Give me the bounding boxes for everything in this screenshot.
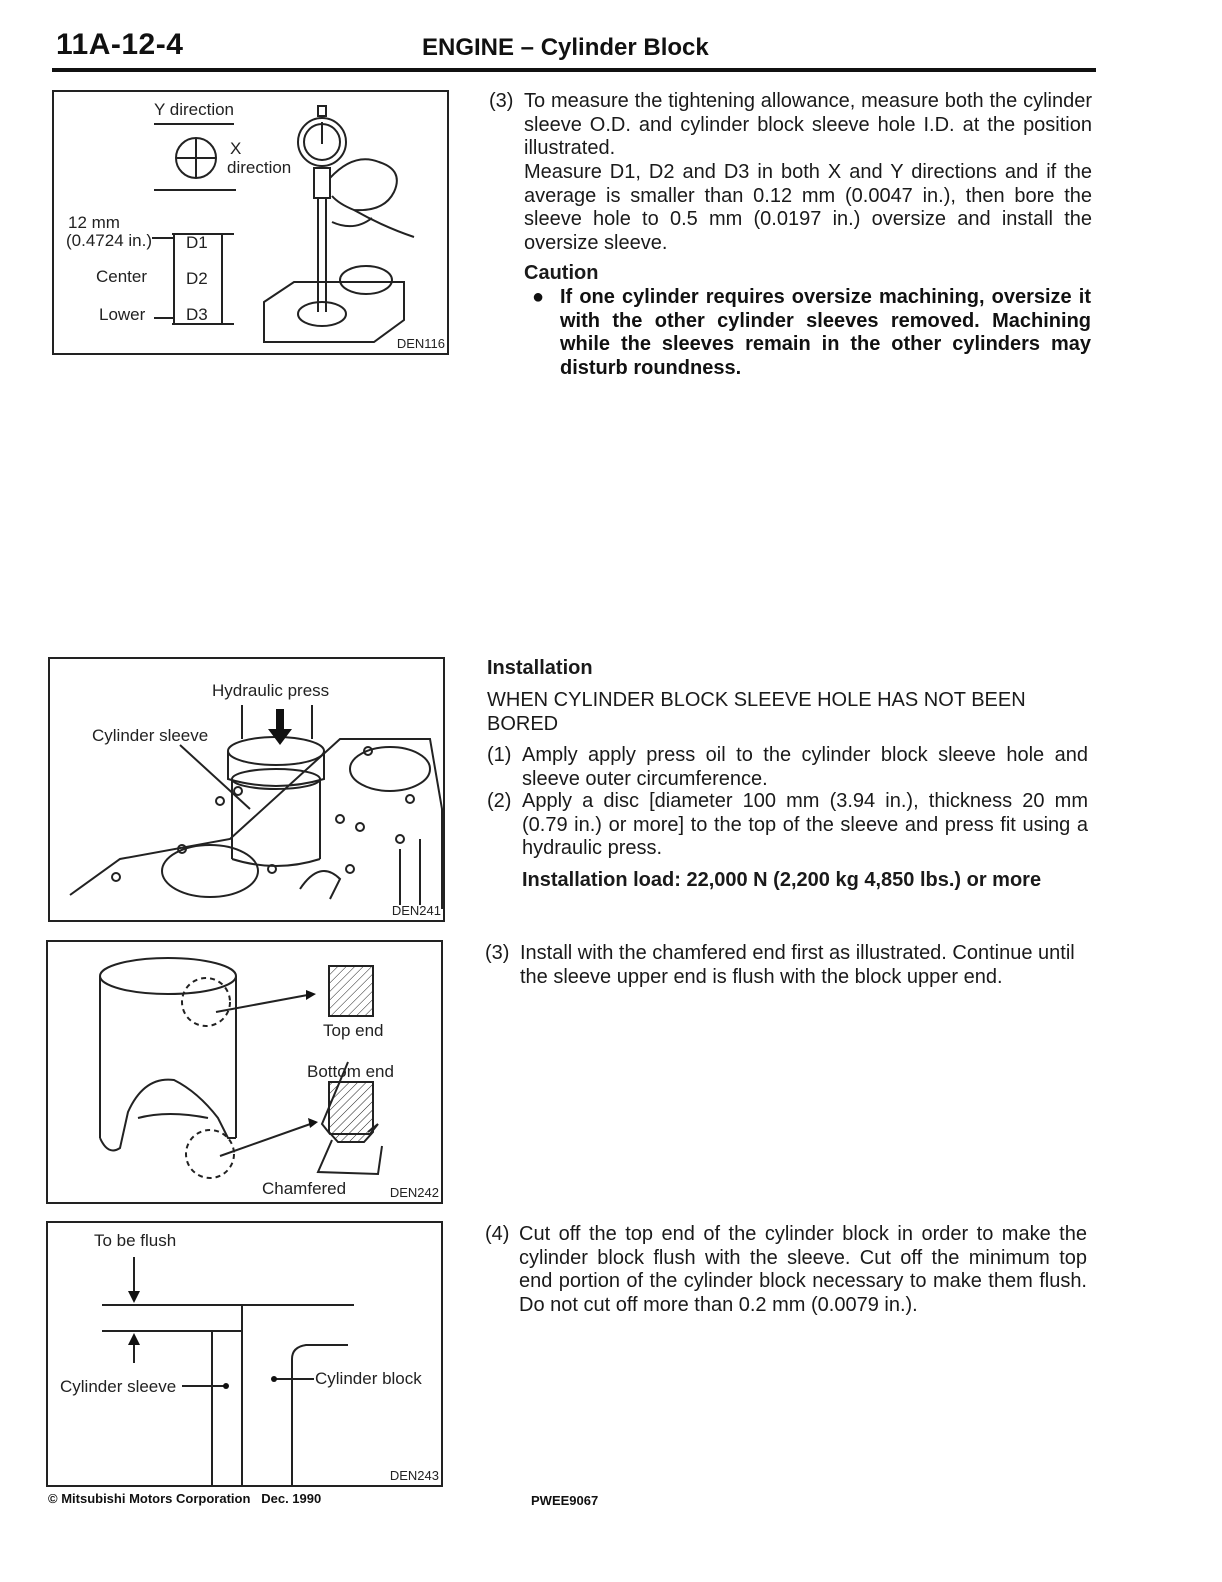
figure-code: DEN242 (389, 1185, 439, 1200)
x-label: X (230, 139, 242, 158)
center-label: Center (96, 267, 148, 286)
figure-code: DEN243 (389, 1468, 439, 1483)
caution-bullet-icon: ● (532, 286, 545, 308)
step-3-number: (3) (489, 90, 514, 112)
install-step-3-number: (3) (485, 942, 510, 964)
y-direction-label: Y direction (154, 100, 235, 119)
dimension-mm-label: 12 mm (68, 213, 120, 232)
install-step-3-text: Install with the chamfered end first as illustrated. Continue until the sleeve upper end is flush with the block upper end. (520, 942, 1075, 988)
install-step-2-number: (2) (487, 790, 512, 812)
page-title: ENGINE – Cylinder Block (422, 34, 709, 61)
dimension-in-label: (0.4724 in.) (66, 231, 152, 250)
installation-load: Installation load: 22,000 N (2,200 kg 4,850 lbs.) or more (522, 869, 1042, 891)
d2-label: D2 (186, 269, 208, 288)
hydraulic-press-label: Hydraulic press (212, 681, 330, 700)
step-3-text: To measure the tightening allowance, measure both the cylinder sleeve O.D. and cylinder block sleeve hole I.D. at the position illustrated. (524, 90, 1092, 159)
install-step-2-text: Apply a disc [diameter 100 mm (3.94 in.), thickness 20 mm (0.79 in.) or more] to the top of the sleeve and press fit using a hydraulic press. (522, 790, 1088, 859)
flush-diagram (48, 1223, 441, 1485)
caution-title: Caution (524, 262, 599, 284)
d1-label: D1 (186, 233, 208, 252)
cylinder-sleeve-label: Cylinder sleeve (92, 726, 209, 745)
figure-code: DEN241 (391, 903, 441, 918)
footer-copyright: © Mitsubishi Motors Corporation Dec. 1990 (48, 1491, 322, 1506)
page-number: 11A-12-4 (56, 28, 184, 61)
step-3-text-2: Measure D1, D2 and D3 in both X and Y directions and if the average is smaller than 0.12 mm (0.0047 in.), then bore the sleeve hole to 0.5 mm (0.0197 in.) oversize and install the oversize sleeve. (524, 161, 1092, 254)
footer-code: PWEE9067 (531, 1493, 599, 1508)
header-rule (52, 68, 1096, 72)
chamfered-label: Chamfered (262, 1179, 347, 1198)
installation-title: Installation (487, 657, 593, 679)
install-step-1-text: Amply apply press oil to the cylinder block sleeve hole and sleeve outer circumference. (522, 744, 1088, 790)
install-step-1-number: (1) (487, 744, 512, 766)
cylinder-block-label: Cylinder block (315, 1369, 422, 1388)
cylinder-sleeve-label: Cylinder sleeve (60, 1377, 177, 1396)
bottom-end-label: Bottom end (307, 1062, 394, 1081)
lower-label: Lower (99, 305, 146, 324)
caution-text: If one cylinder requires oversize machining, oversize it with the other cylinder sleeves removed. Machining while the sleeves remain in the other cylinders may disturb roundness. (560, 286, 1091, 379)
x-direction-label: direction (227, 158, 292, 177)
top-end-label: Top end (323, 1021, 384, 1040)
figure-den241 (48, 657, 445, 922)
install-step-4-number: (4) (485, 1223, 510, 1245)
installation-subtitle: WHEN CYLINDER BLOCK SLEEVE HOLE HAS NOT BEEN BORED (487, 689, 1026, 735)
install-step-4-text: Cut off the top end of the cylinder block in order to make the cylinder block flush with the sleeve. Cut off the minimum top end portion of the cylinder block necessary to make them flush. Do not cut off more than 0.2 mm (0.0079 in.). (519, 1223, 1087, 1316)
figure-den242 (46, 940, 443, 1204)
figure-den243 (46, 1221, 443, 1487)
to-be-flush-label: To be flush (94, 1231, 177, 1250)
d3-label: D3 (186, 305, 208, 324)
figure-den116 (52, 90, 449, 355)
figure-code: DEN116 (396, 336, 445, 351)
